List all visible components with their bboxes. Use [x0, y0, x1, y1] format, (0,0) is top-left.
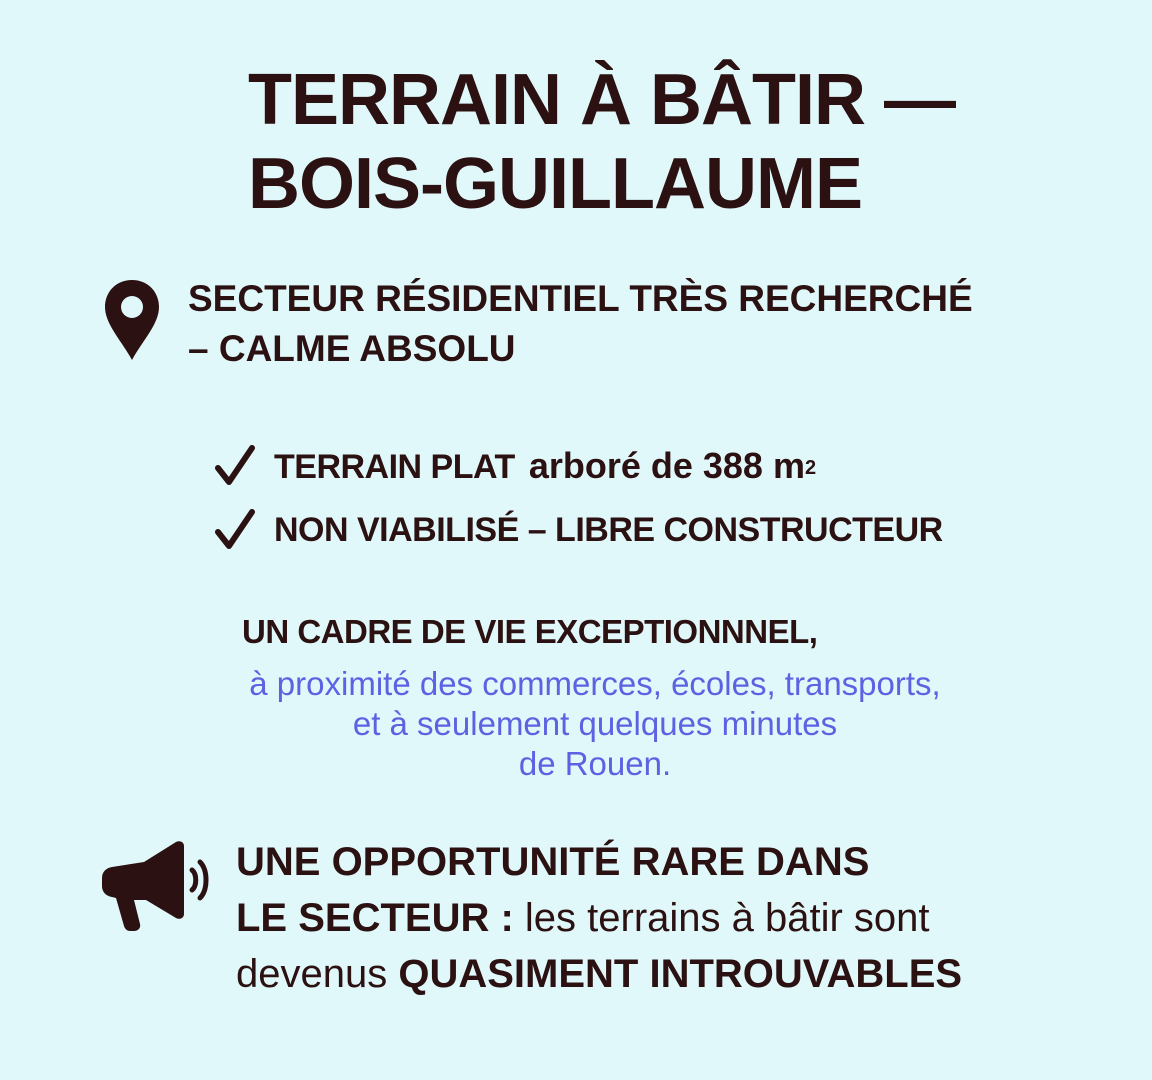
location-line-1: SECTEUR RÉSIDENTIEL TRÈS RECHERCHÉ — [188, 278, 973, 319]
title-line-1: TERRAIN À BÂTIR — — [248, 60, 955, 140]
opportunity-text — [236, 834, 1056, 1002]
cadre-description — [150, 664, 1040, 784]
title-line-2: BOIS-GUILLAUME — [248, 144, 862, 224]
megaphone-icon — [98, 834, 210, 934]
location-text — [188, 274, 1068, 374]
location-line-2: – CALME ABSOLU — [188, 328, 516, 369]
feature-text — [274, 444, 816, 489]
opportunity-headline: UNE OPPORTUNITÉ RARE DANS — [236, 840, 870, 884]
cadre-line-2: et à seulement quelques minutes — [352, 705, 838, 742]
opportunity-devenus: devenus — [236, 952, 399, 996]
feature-superscript: 2 — [804, 457, 816, 479]
features-list — [214, 438, 1014, 566]
checkmark-icon — [214, 444, 256, 488]
feature-bold: TERRAIN PLAT — [274, 448, 515, 486]
feature-bold: NON VIABILISÉ – LIBRE CONSTRUCTEUR — [274, 511, 943, 549]
feature-text — [274, 508, 943, 552]
opportunity-block — [98, 834, 1058, 1014]
map-pin-icon — [102, 278, 162, 362]
feature-item — [214, 438, 1014, 502]
page-title — [248, 58, 1108, 226]
cadre-line-3: de Rouen. — [518, 745, 672, 782]
opportunity-emphasis: QUASIMENT INTROUVABLES — [398, 952, 963, 996]
opportunity-line-3 — [236, 946, 1056, 1002]
cadre-title: UN CADRE DE VIE EXCEPTIONNNEL, — [242, 613, 818, 650]
cadre-line-1: à proximité des commerces, écoles, transports, — [249, 665, 941, 702]
opportunity-line-2 — [236, 890, 1056, 946]
location-block — [102, 274, 1062, 374]
feature-detail: arboré de 388 m — [528, 445, 805, 486]
opportunity-line-1 — [236, 834, 1056, 890]
opportunity-detail: les terrains à bâtir sont — [513, 896, 930, 940]
opportunity-sector: LE SECTEUR : — [236, 896, 514, 940]
feature-item — [214, 502, 1014, 566]
checkmark-icon — [214, 508, 256, 552]
